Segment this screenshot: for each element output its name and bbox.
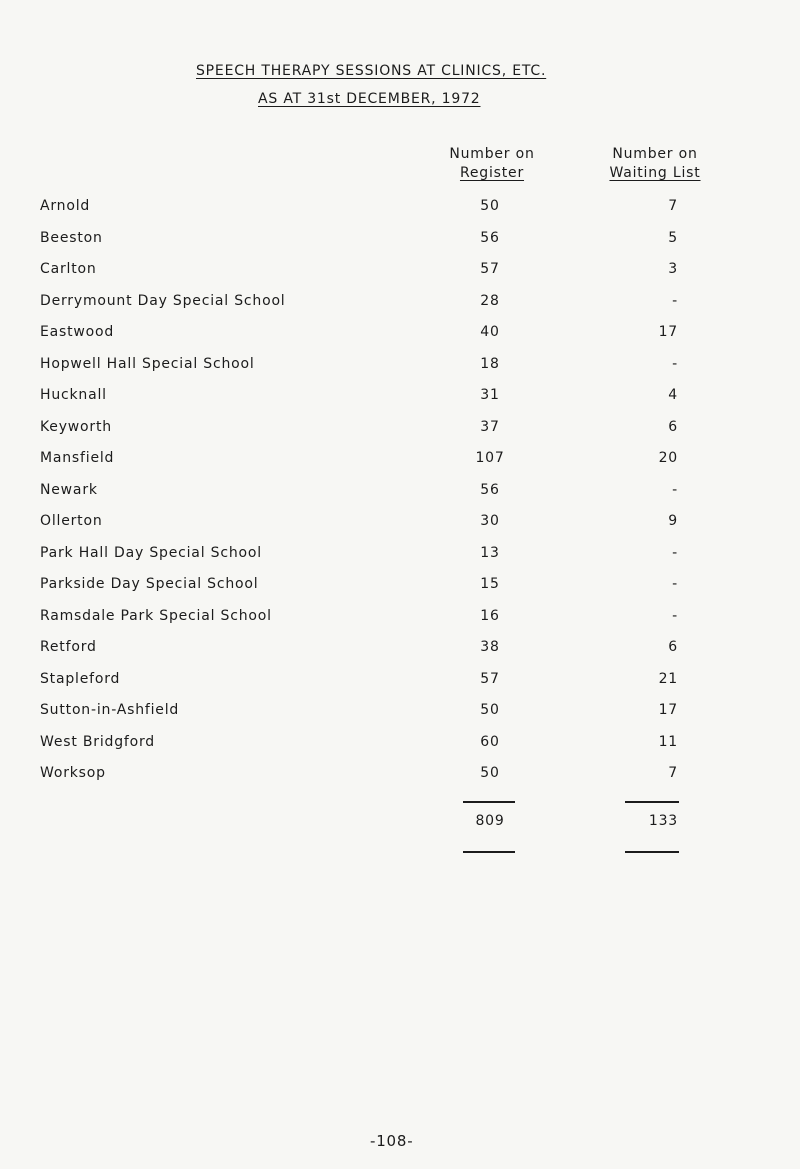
- waiting-count: 5: [668, 229, 678, 246]
- waiting-count: -: [672, 292, 678, 309]
- register-count: 15: [480, 576, 500, 592]
- page-number: -108-: [370, 1132, 414, 1150]
- waiting-count: -: [672, 355, 678, 372]
- clinic-name: Derrymount Day Special School: [40, 292, 286, 309]
- waiting-count: 17: [658, 324, 678, 340]
- clinic-name: Worksop: [40, 765, 106, 781]
- waiting-total-rule-top: [625, 801, 679, 803]
- table-row: [0, 734, 800, 766]
- clinic-name: Beeston: [40, 229, 103, 246]
- waiting-count: 9: [668, 513, 678, 529]
- table-row: [0, 293, 800, 325]
- table-body: [0, 198, 800, 797]
- register-count: 30: [480, 513, 500, 529]
- register-count: 50: [480, 198, 500, 214]
- clinic-name: Hucknall: [40, 387, 107, 403]
- table-row: [0, 671, 800, 703]
- table-row: [0, 356, 800, 388]
- register-total: 809: [475, 813, 505, 829]
- document-subtitle: AS AT 31st DECEMBER, 1972: [258, 91, 481, 107]
- register-total-rule-bottom: [463, 851, 515, 853]
- register-count: 56: [480, 481, 500, 498]
- clinic-name: Sutton-in-Ashfield: [40, 702, 180, 718]
- register-count: 37: [480, 418, 500, 435]
- document-title: SPEECH THERAPY SESSIONS AT CLINICS, ETC.: [196, 63, 547, 79]
- table-row: [0, 387, 800, 419]
- register-count: 60: [480, 733, 500, 750]
- table-row: [0, 261, 800, 293]
- waiting-count: -: [672, 607, 678, 624]
- clinic-name: Mansfield: [40, 450, 115, 466]
- register-count: 50: [480, 765, 500, 781]
- waiting-count: 6: [668, 418, 678, 435]
- clinic-name: Retford: [40, 639, 97, 655]
- column-header-waiting-line2: Waiting List: [609, 165, 701, 181]
- register-count: 40: [480, 324, 500, 340]
- clinic-name: Carlton: [40, 261, 97, 277]
- register-count: 57: [480, 261, 500, 277]
- register-count: 107: [475, 450, 505, 466]
- waiting-count: 7: [668, 765, 678, 781]
- clinic-name: Keyworth: [40, 418, 112, 435]
- waiting-count: 20: [658, 450, 678, 466]
- table-row: [0, 198, 800, 230]
- clinic-name: Eastwood: [40, 324, 115, 340]
- clinic-name: Ollerton: [40, 513, 103, 529]
- register-count: 50: [480, 702, 500, 718]
- waiting-total: 133: [648, 813, 678, 829]
- register-count: 57: [480, 670, 500, 687]
- waiting-count: 6: [668, 639, 678, 655]
- table-row: [0, 545, 800, 577]
- column-header-register-line2: Register: [459, 165, 525, 181]
- clinic-name: Ramsdale Park Special School: [40, 607, 272, 624]
- clinic-name: Newark: [40, 481, 98, 498]
- column-header-register: [428, 145, 556, 183]
- register-count: 18: [480, 355, 500, 372]
- waiting-count: -: [672, 481, 678, 498]
- waiting-count: 17: [658, 702, 678, 718]
- clinic-name: Hopwell Hall Special School: [40, 355, 255, 372]
- column-header-waiting-line1: Number on: [612, 146, 698, 162]
- table-row: [0, 450, 800, 482]
- clinic-name: Arnold: [40, 198, 91, 214]
- table-row: [0, 576, 800, 608]
- register-count: 38: [480, 639, 500, 655]
- clinic-name: Parkside Day Special School: [40, 576, 259, 592]
- table-row: [0, 765, 800, 797]
- clinic-name: Stapleford: [40, 670, 121, 687]
- register-count: 31: [480, 387, 500, 403]
- table-row: [0, 482, 800, 514]
- register-count: 56: [480, 229, 500, 246]
- table-row: [0, 608, 800, 640]
- register-count: 28: [480, 292, 500, 309]
- register-total-rule-top: [463, 801, 515, 803]
- column-header-register-line1: Number on: [449, 146, 535, 162]
- table-row: [0, 639, 800, 671]
- waiting-total-rule-bottom: [625, 851, 679, 853]
- register-count: 13: [480, 544, 500, 561]
- clinic-name: West Bridgford: [40, 733, 155, 750]
- table-row: [0, 324, 800, 356]
- waiting-count: 4: [668, 387, 678, 403]
- waiting-count: 7: [668, 198, 678, 214]
- waiting-count: 21: [658, 670, 678, 687]
- table-row: [0, 230, 800, 262]
- table-row: [0, 702, 800, 734]
- waiting-count: 3: [668, 261, 678, 277]
- table-row: [0, 419, 800, 451]
- column-header-waiting: [583, 145, 727, 183]
- table-row: [0, 513, 800, 545]
- waiting-count: -: [672, 544, 678, 561]
- waiting-count: 11: [658, 733, 678, 750]
- clinic-name: Park Hall Day Special School: [40, 544, 262, 561]
- register-count: 16: [480, 607, 500, 624]
- waiting-count: -: [672, 576, 678, 592]
